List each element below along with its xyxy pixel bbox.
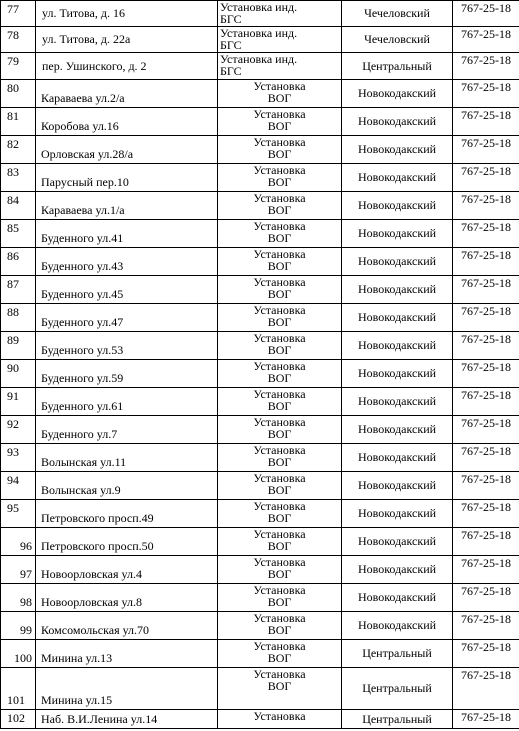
row-type: [218, 710, 342, 729]
row-address: Минина ул.13: [36, 640, 218, 668]
row-type-line1: Установка инд.: [220, 26, 298, 40]
row-type-line2: ВОГ: [267, 623, 292, 637]
table-row: [1, 416, 519, 444]
row-address: Буденного ул.43: [36, 248, 218, 276]
row-type-line1: Установка: [253, 135, 306, 149]
row-type: [218, 80, 342, 108]
row-district: Новокодакский: [342, 528, 453, 556]
row-type-line1: Установка: [253, 107, 306, 121]
table-row: [1, 192, 519, 220]
row-type-line2: ВОГ: [267, 343, 292, 357]
row-phone: 767-25-18: [453, 388, 519, 416]
row-district: Центральный: [342, 53, 453, 80]
row-type-line2: ВОГ: [267, 119, 292, 133]
row-type: [218, 416, 342, 444]
row-type: [218, 500, 342, 528]
row-type-line2: ВОГ: [267, 399, 292, 413]
row-type-line2: ВОГ: [267, 287, 292, 301]
row-district: Новокодакский: [342, 304, 453, 332]
row-district: Центральный: [342, 668, 453, 710]
table-body: [1, 1, 519, 729]
row-address: Буденного ул.59: [36, 360, 218, 388]
table-row: [1, 1, 519, 27]
row-number: 83: [1, 164, 36, 192]
row-number: 96: [1, 528, 36, 556]
row-type: [218, 136, 342, 164]
table-row: [1, 556, 519, 584]
row-type: [218, 332, 342, 360]
row-phone: 767-25-18: [453, 276, 519, 304]
row-type: [218, 276, 342, 304]
row-type-line1: Установка: [253, 415, 306, 429]
row-address: Буденного ул.45: [36, 276, 218, 304]
row-district: Центральный: [342, 710, 453, 729]
row-district: Новокодакский: [342, 80, 453, 108]
row-number: 91: [1, 388, 36, 416]
row-number: 95: [1, 500, 36, 528]
row-type-line1: Установка: [253, 471, 306, 485]
row-type-line1: Установка: [253, 639, 306, 653]
row-type-line1: Установка: [253, 387, 306, 401]
row-address: Комсомольская ул.70: [36, 612, 218, 640]
table-row: [1, 108, 519, 136]
row-phone: 767-25-18: [453, 108, 519, 136]
row-district: Новокодакский: [342, 164, 453, 192]
row-type-line1: Установка инд.: [220, 0, 298, 14]
row-district: Новокодакский: [342, 472, 453, 500]
row-address: Караваева ул.2/а: [36, 80, 218, 108]
row-type-line1: Установка: [253, 247, 306, 261]
row-type-line1: Установка: [253, 163, 306, 177]
row-number: 77: [1, 1, 36, 27]
row-district: Новокодакский: [342, 444, 453, 472]
row-phone: 767-25-18: [453, 27, 519, 53]
row-number: 85: [1, 220, 36, 248]
row-type: [218, 108, 342, 136]
row-type-line1: Установка: [253, 79, 306, 93]
row-type-line2: ВОГ: [267, 91, 292, 105]
row-phone: 767-25-18: [453, 584, 519, 612]
row-type: [218, 668, 342, 710]
row-type: [218, 53, 342, 80]
row-address: Орловская ул.28/а: [36, 136, 218, 164]
table-row: [1, 472, 519, 500]
row-type-line1: Установка: [253, 527, 306, 541]
row-address: Буденного ул.7: [36, 416, 218, 444]
row-type-line1: Установка: [253, 611, 306, 625]
row-district: Чечеловский: [342, 1, 453, 27]
row-address: Буденного ул.61: [36, 388, 218, 416]
table-row: [1, 164, 519, 192]
row-phone: 767-25-18: [453, 710, 519, 729]
row-district: Новокодакский: [342, 248, 453, 276]
table-row: [1, 53, 519, 80]
table-row: [1, 80, 519, 108]
row-district: Новокодакский: [342, 108, 453, 136]
row-address: ул. Титова, д. 16: [36, 1, 218, 27]
row-type-line1: Установка: [253, 555, 306, 569]
row-address: пер. Ушинского, д. 2: [36, 53, 218, 80]
row-district: Новокодакский: [342, 192, 453, 220]
row-type-line1: Установка: [253, 667, 306, 681]
row-phone: 767-25-18: [453, 332, 519, 360]
row-district: Новокодакский: [342, 584, 453, 612]
row-address: Новоорловская ул.8: [36, 584, 218, 612]
row-number: 81: [1, 108, 36, 136]
row-number: 88: [1, 304, 36, 332]
row-number: 93: [1, 444, 36, 472]
table-row: [1, 528, 519, 556]
row-phone: 767-25-18: [453, 668, 519, 710]
row-district: Новокодакский: [342, 416, 453, 444]
table-row: [1, 444, 519, 472]
row-type: [218, 164, 342, 192]
row-type-line1: Установка: [253, 443, 306, 457]
row-phone: 767-25-18: [453, 416, 519, 444]
row-type-line2: ВОГ: [267, 483, 292, 497]
row-type-line2: ВОГ: [267, 203, 292, 217]
row-number: 97: [1, 556, 36, 584]
row-phone: 767-25-18: [453, 192, 519, 220]
row-phone: 767-25-18: [453, 472, 519, 500]
row-number: 80: [1, 80, 36, 108]
row-phone: 767-25-18: [453, 164, 519, 192]
row-number: 100: [1, 640, 36, 668]
row-type-line2: ВОГ: [267, 539, 292, 553]
row-number: 99: [1, 612, 36, 640]
row-type: [218, 360, 342, 388]
table-row: [1, 136, 519, 164]
table-row: [1, 612, 519, 640]
row-type: [218, 388, 342, 416]
row-district: Центральный: [342, 640, 453, 668]
row-type-line2: ВОГ: [267, 651, 292, 665]
row-address: Волынская ул.11: [36, 444, 218, 472]
row-type-line1: Установка: [253, 303, 306, 317]
row-address: Коробова ул.16: [36, 108, 218, 136]
row-type-line1: Установка: [253, 275, 306, 289]
row-number: 86: [1, 248, 36, 276]
row-type-line2: БГС: [220, 64, 242, 78]
row-type-line2: ВОГ: [267, 315, 292, 329]
row-number: 98: [1, 584, 36, 612]
row-number: 89: [1, 332, 36, 360]
row-phone: 767-25-18: [453, 500, 519, 528]
row-type: [218, 528, 342, 556]
row-number: 84: [1, 192, 36, 220]
row-type: [218, 640, 342, 668]
row-address: Новоорловская ул.4: [36, 556, 218, 584]
row-district: Чечеловский: [342, 27, 453, 53]
row-address: Наб. В.И.Ленина ул.14: [36, 710, 218, 729]
row-phone: 767-25-18: [453, 640, 519, 668]
row-type-line2: ВОГ: [267, 259, 292, 273]
table-row: [1, 500, 519, 528]
row-phone: 767-25-18: [453, 360, 519, 388]
row-type-line2: ВОГ: [267, 175, 292, 189]
row-number: 94: [1, 472, 36, 500]
row-type: [218, 472, 342, 500]
row-phone: 767-25-18: [453, 248, 519, 276]
row-type-line2: ВОГ: [267, 147, 292, 161]
table-row: [1, 710, 519, 729]
row-type-line2: БГС: [220, 12, 242, 26]
row-type-line2: ВОГ: [267, 455, 292, 469]
row-address: Петровского просп.49: [36, 500, 218, 528]
row-number: 78: [1, 27, 36, 53]
row-type-line2: БГС: [220, 38, 242, 52]
row-address: Караваева ул.1/а: [36, 192, 218, 220]
row-phone: 767-25-18: [453, 1, 519, 27]
table-row: [1, 332, 519, 360]
row-address: ул. Титова, д. 22а: [36, 27, 218, 53]
row-number: 79: [1, 53, 36, 80]
row-number: 90: [1, 360, 36, 388]
row-type: [218, 612, 342, 640]
table-row: [1, 360, 519, 388]
row-type-line1: Установка: [253, 583, 306, 597]
row-type-line2: ВОГ: [267, 231, 292, 245]
table-row: [1, 388, 519, 416]
row-number: 102: [1, 710, 36, 729]
row-address: Буденного ул.47: [36, 304, 218, 332]
row-phone: 767-25-18: [453, 556, 519, 584]
row-type: [218, 584, 342, 612]
row-district: Новокодакский: [342, 388, 453, 416]
row-type-line2: ВОГ: [267, 595, 292, 609]
row-type-line1: Установка: [253, 191, 306, 205]
row-type: [218, 1, 342, 27]
row-number: 87: [1, 276, 36, 304]
row-number: 82: [1, 136, 36, 164]
table-row: [1, 276, 519, 304]
row-district: Новокодакский: [342, 276, 453, 304]
row-type-line1: Установка: [253, 331, 306, 345]
row-district: Новокодакский: [342, 556, 453, 584]
table-row: [1, 27, 519, 53]
row-district: Новокодакский: [342, 136, 453, 164]
row-number: 92: [1, 416, 36, 444]
row-type-line1: Установка: [253, 499, 306, 513]
row-phone: 767-25-18: [453, 136, 519, 164]
table-row: [1, 584, 519, 612]
table-row: [1, 304, 519, 332]
row-district: Новокодакский: [342, 500, 453, 528]
row-address: Буденного ул.41: [36, 220, 218, 248]
table-row: [1, 668, 519, 710]
row-district: Новокодакский: [342, 220, 453, 248]
row-type-line2: ВОГ: [267, 567, 292, 581]
table-row: [1, 220, 519, 248]
row-phone: 767-25-18: [453, 220, 519, 248]
row-type-line2: ВОГ: [267, 427, 292, 441]
row-type-line2: ВОГ: [267, 371, 292, 385]
row-type-line2: ВОГ: [267, 679, 292, 693]
row-type: [218, 444, 342, 472]
row-district: Новокодакский: [342, 612, 453, 640]
row-address: Минина ул.15: [36, 668, 218, 710]
row-type-line1: Установка: [253, 709, 306, 723]
row-phone: 767-25-18: [453, 80, 519, 108]
row-district: Новокодакский: [342, 332, 453, 360]
row-type-line1: Установка инд.: [220, 52, 298, 66]
table-row: [1, 248, 519, 276]
row-address: Парусный пер.10: [36, 164, 218, 192]
row-type: [218, 556, 342, 584]
row-type: [218, 192, 342, 220]
row-address: Петровского просп.50: [36, 528, 218, 556]
table-row: [1, 640, 519, 668]
row-type-line2: ВОГ: [267, 511, 292, 525]
row-phone: 767-25-18: [453, 612, 519, 640]
row-type: [218, 220, 342, 248]
row-type-line1: Установка: [253, 219, 306, 233]
row-phone: 767-25-18: [453, 304, 519, 332]
row-type: [218, 304, 342, 332]
row-type: [218, 248, 342, 276]
row-address: Волынская ул.9: [36, 472, 218, 500]
row-type-line1: Установка: [253, 359, 306, 373]
row-number: 101: [1, 668, 36, 710]
row-phone: 767-25-18: [453, 528, 519, 556]
row-address: Буденного ул.53: [36, 332, 218, 360]
row-type: [218, 27, 342, 53]
row-phone: 767-25-18: [453, 444, 519, 472]
row-phone: 767-25-18: [453, 53, 519, 80]
row-district: Новокодакский: [342, 360, 453, 388]
